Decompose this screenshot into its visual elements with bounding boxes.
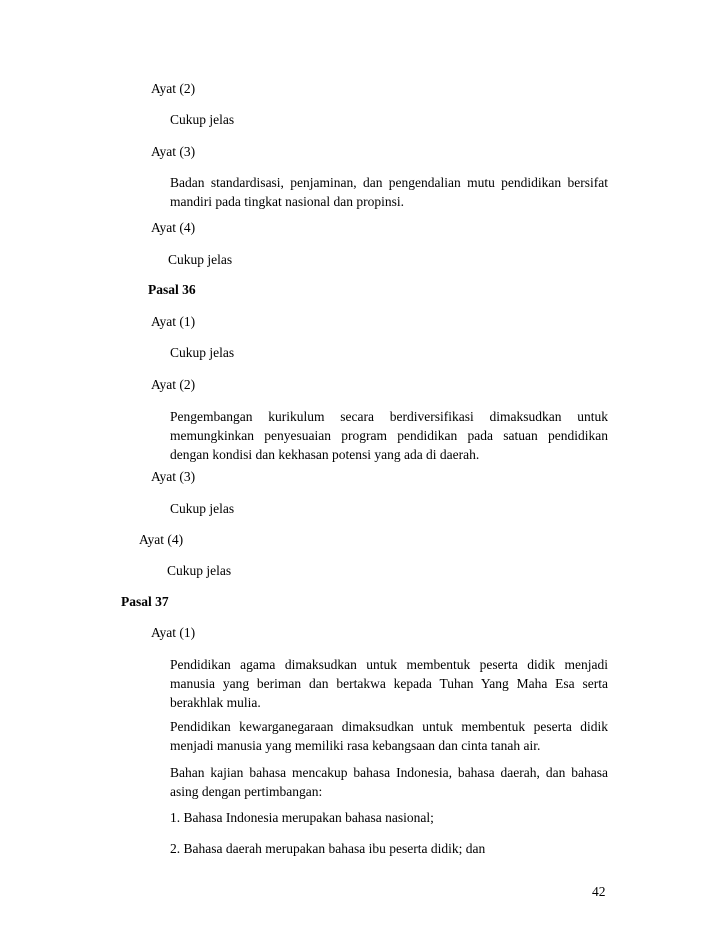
pengembangan-paragraph: Pengembangan kurikulum secara berdiversifikasi dimaksudkan untuk memungkinkan penyesuaian program pendidikan pada satuan pendidikan dengan kondisi dan kekhasan potensi yang ada di daerah. — [170, 409, 608, 462]
ayat-2-heading: Ayat (2) — [151, 81, 196, 96]
cukup-jelas-text: Cukup jelas — [170, 345, 235, 360]
pendidikan-kewarganegaraan-paragraph: Pendidikan kewarganegaraan dimaksudkan untuk membentuk peserta didik menjadi manusia yang memiliki rasa kebangsaan dan cinta tanah air. — [170, 719, 608, 753]
list-item: 2. Bahasa daerah merupakan bahasa ibu peserta didik; dan — [170, 841, 486, 856]
cukup-jelas-text: Cukup jelas — [167, 563, 232, 578]
pasal-36-heading: Pasal 36 — [148, 282, 196, 297]
pasal-37-heading: Pasal 37 — [121, 594, 169, 609]
ayat-4-heading: Ayat (4) — [151, 220, 196, 235]
cukup-jelas-text: Cukup jelas — [170, 112, 235, 127]
bahan-kajian-bahasa-paragraph: Bahan kajian bahasa mencakup bahasa Indonesia, bahasa daerah, dan bahasa asing dengan pertimbangan: — [170, 765, 608, 799]
ayat-4-heading: Ayat (4) — [139, 532, 184, 547]
page-number: 42 — [592, 884, 606, 899]
ayat-1-heading: Ayat (1) — [151, 314, 196, 329]
ayat-1-heading: Ayat (1) — [151, 625, 196, 640]
ayat-3-heading: Ayat (3) — [151, 144, 196, 159]
list-item: 1. Bahasa Indonesia merupakan bahasa nasional; — [170, 810, 434, 825]
cukup-jelas-text: Cukup jelas — [170, 501, 235, 516]
ayat-2-heading: Ayat (2) — [151, 377, 196, 392]
badan-paragraph: Badan standardisasi, penjaminan, dan pengendalian mutu pendidikan bersifat mandiri pada tingkat nasional dan propinsi. — [170, 175, 608, 209]
pendidikan-agama-paragraph: Pendidikan agama dimaksudkan untuk membentuk peserta didik menjadi manusia yang beriman dan bertakwa kepada Tuhan Yang Maha Esa serta berakhlak mulia. — [170, 657, 608, 710]
cukup-jelas-text: Cukup jelas — [168, 252, 233, 267]
ayat-3-heading: Ayat (3) — [151, 469, 196, 484]
